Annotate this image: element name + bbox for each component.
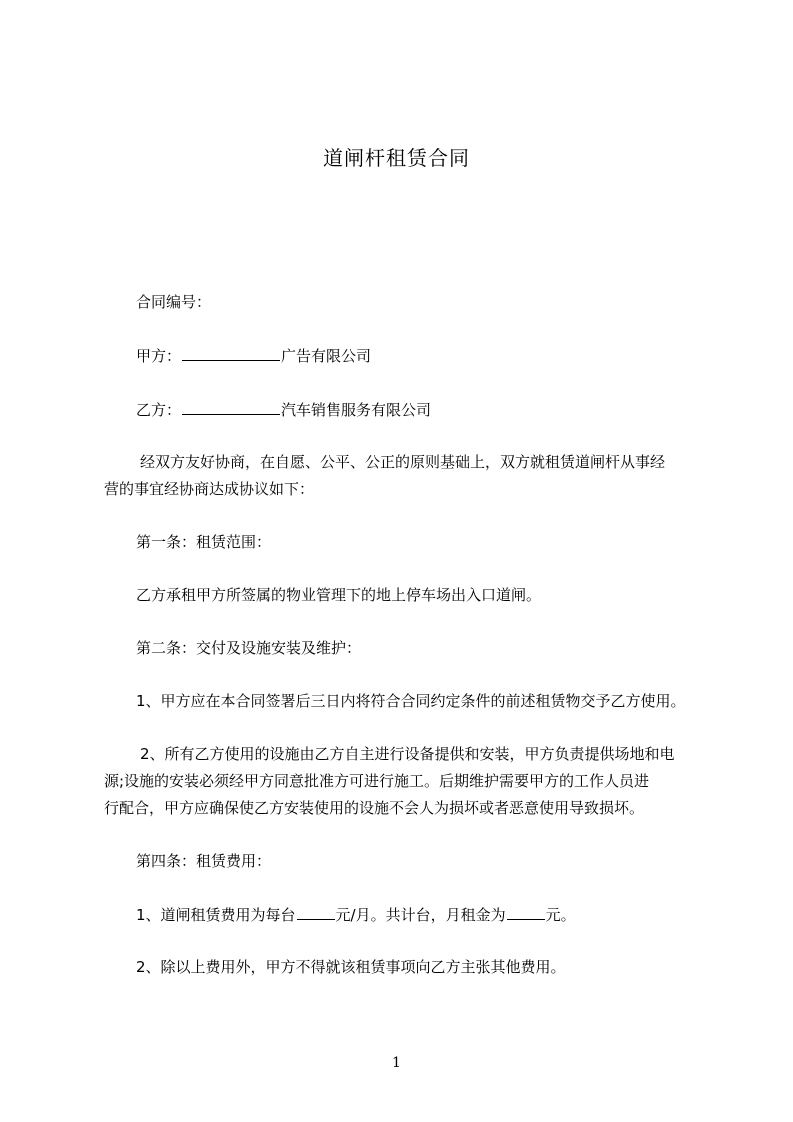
article-1-body: 乙方承租甲方所签属的物业管理下的地上停车场出入口道闸。: [136, 586, 542, 604]
article-4-heading: 第四条：租赁费用：: [136, 852, 272, 870]
article-4-item-1-part-3: 元。: [545, 906, 576, 924]
article-2-item-2-line-2: 源;设施的安装必须经甲方同意批准方可进行施工。后期维护需要甲方的工作人员进: [104, 772, 650, 790]
party-a-label: 甲方：: [136, 347, 182, 365]
article-4-item-1-part-2: 元/月。共计台，月租金为: [335, 906, 506, 924]
article-4-item-2: 2、除以上费用外，甲方不得就该租赁事项向乙方主张其他费用。: [136, 958, 566, 976]
contract-number-label: 合同编号：: [136, 293, 212, 311]
monthly-rent-blank: [507, 904, 545, 920]
party-b-suffix: 汽车销售服务有限公司: [281, 401, 432, 419]
article-2-heading: 第二条：交付及设施安装及维护：: [136, 639, 362, 657]
intro-line-2: 营的事宜经协商达成协议如下：: [104, 480, 315, 498]
article-4-item-1-part-1: 1、道闸租赁费用为每台: [136, 906, 296, 924]
page-number: 1: [392, 1055, 401, 1071]
article-4-item-1: [136, 904, 576, 925]
rent-per-unit-blank: [297, 904, 335, 920]
party-a-line: [136, 345, 371, 366]
article-2-item-2-line-3: 行配合，甲方应确保使乙方安装使用的设施不会人为损坏或者恶意使用导致损坏。: [104, 799, 645, 817]
article-1-heading: 第一条：租赁范围：: [136, 533, 272, 551]
party-b-label: 乙方：: [136, 401, 182, 419]
party-b-line: [136, 399, 431, 420]
party-b-blank: [182, 399, 280, 415]
article-2-item-1: 1、甲方应在本合同签署后三日内将符合合同约定条件的前述租赁物交予乙方使用。: [136, 692, 686, 710]
intro-line-1: 经双方友好协商，在自愿、公平、公正的原则基础上，双方就租赁道闸杆从事经: [140, 453, 666, 471]
document-title: 道闸杆租赁合同: [323, 146, 470, 170]
article-2-item-2-line-1: 2、所有乙方使用的设施由乙方自主进行设备提供和安装，甲方负责提供场地和电: [140, 745, 675, 763]
party-a-suffix: 广告有限公司: [281, 347, 372, 365]
party-a-blank: [182, 345, 280, 361]
